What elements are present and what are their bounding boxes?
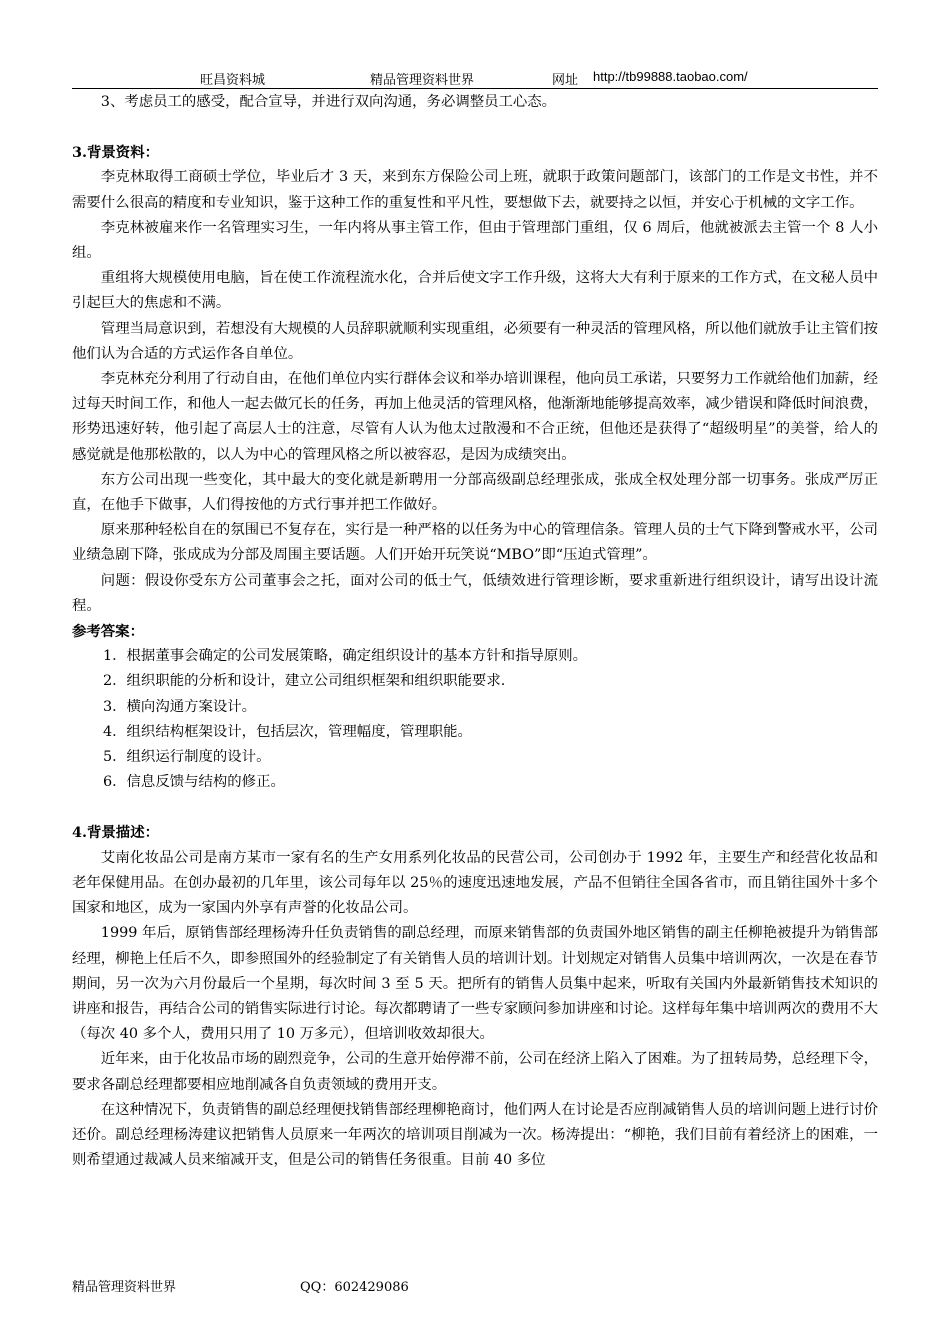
answer-item: 5．组织运行制度的设计。	[103, 749, 271, 766]
section3-paragraph: 东方公司出现一些变化，其中最大的变化就是新聘用一分部高级副总经理张成，张成全权处理分部一切事务。张成严厉正直，在他手下做事，人们得按他的方式行事并把工作做好。	[72, 471, 878, 514]
spacer	[72, 795, 878, 820]
header-url-label: 网址	[552, 73, 579, 88]
section4-paragraph: 1999 年后，原销售部经理杨涛升任负责销售的副总经理，而原来销售部的负责国外地区销售的副主任柳艳被提升为销售部经理，柳艳上任后不久，即参照国外的经验制定了有关销售人员的培训计划。计划规定对销售人员集中培训两次，一次是在春节期间，另一次为六月份最后一个星期，每次时间 3 至 5 天。把所有的销售人员集中起来，听取有关国内外最新销售技术知识的讲座和报告，再结合公司的销售实际进行讨论。每次都聘请了一些专家顾问参加讲座和讨论。这样每年集中培训两次的费用不大（每次 40 多个人，费用只用了 10 万多元），但培训收效却很大。	[72, 925, 878, 1043]
footer-qq: QQ：602429086	[300, 1280, 409, 1295]
section3-heading: 3.背景资料：	[72, 144, 159, 162]
header-url-link[interactable]: http://tb99888.taobao.com/	[593, 69, 748, 84]
section4-paragraph: 艾南化妆品公司是南方某市一家有名的生产女用系列化妆品的民营公司，公司创办于 1992 年，主要生产和经营化妆品和老年保健用品。在创办最初的几年里，该公司每年以 25％的速度迅速地发展，产品不但销往全国各省市，而且销往国外十多个国家和地区，成为一家国内外享有声誉的化妆品公司。	[72, 849, 878, 917]
section3-paragraph: 李克林取得工商硕士学位，毕业后才 3 天，来到东方保险公司上班，就职于政策问题部门，该部门的工作是文书性，并不需要什么很高的精度和专业知识，鉴于这种工作的重复性和平凡性，要想做下去，就要持之以恒，并安心于机械的文字工作。	[72, 169, 878, 211]
answer-item: 3．横向沟通方案设计。	[103, 698, 257, 715]
answer-item: 1．根据董事会确定的公司发展策略，确定组织设计的基本方针和指导原则。	[103, 648, 588, 665]
intro-item: 3、考虑员工的感受，配合宣导，并进行双向沟通，务必调整员工心态。	[100, 94, 557, 110]
answer-item: 4．组织结构框架设计，包括层次，管理幅度，管理职能。	[103, 723, 472, 740]
section3-paragraph: 管理当局意识到，若想没有大规模的人员辞职就顺利实现重组，必须要有一种灵活的管理风格，所以他们就放手让主管们按他们认为合适的方式运作各自单位。	[72, 320, 878, 362]
section4-heading: 4.背景描述：	[72, 824, 159, 842]
section3-paragraph: 重组将大规模使用电脑，旨在使工作流程流水化，合并后使文字工作升级，这将大大有利于原来的工作方式，在文秘人员中引起巨大的焦虑和不满。	[72, 270, 878, 312]
spacer	[72, 115, 878, 140]
section3-question: 问题：假设你受东方公司董事会之托，面对公司的低士气，低绩效进行管理诊断，要求重新进行组织设计，请写出设计流程。	[72, 572, 878, 614]
section4-paragraph: 近年来，由于化妆品市场的剧烈竞争，公司的生意开始停滞不前，公司在经济上陷入了困难。为了扭转局势，总经理下令，要求各副总经理都要相应地削减各自负责领域的费用开支。	[72, 1051, 878, 1093]
page-header	[72, 66, 878, 89]
answer-item: 2．组织职能的分析和设计，建立公司组织框架和组织职能要求.	[103, 673, 506, 690]
answer-heading: 参考答案：	[72, 623, 144, 641]
document-body	[72, 90, 878, 1173]
header-site-name: 旺昌资料城	[200, 73, 266, 88]
section3-paragraph: 李克林充分利用了行动自由，在他们单位内实行群体会议和举办培训课程，他向员工承诺，只要努力工作就给他们加薪，经过每天时间工作，和他人一起去做冗长的任务，再加上他灵活的管理风格，他渐渐地能够提高效率，减少错误和降低时间浪费，形势迅速好转，他引起了高层人士的注意，尽管有人认为他太过散漫和不合正统，但他还是获得了“超级明星”的美誉，给人的感觉就是他那松散的，以人为中心的管理风格之所以被容忍，是因为成绩突出。	[72, 371, 878, 463]
footer-site-name: 精品管理资料世界	[72, 1280, 177, 1295]
answer-item: 6．信息反馈与结构的修正。	[103, 774, 285, 791]
header-world-name: 精品管理资料世界	[370, 73, 475, 88]
section3-paragraph: 李克林被雇来作一名管理实习生，一年内将从事主管工作，但由于管理部门重组，仅 6 周后，他就被派去主管一个 8 人小组。	[72, 219, 878, 262]
section3-paragraph: 原来那种轻松自在的氛围已不复存在，实行是一种严格的以任务为中心的管理信条。管理人员的士气下降到警戒水平，公司业绩急剧下降，张成成为分部及周围主要话题。人们开始开玩笑说“MBO”即“压迫式管理”。	[72, 522, 878, 564]
section4-paragraph: 在这种情况下，负责销售的副总经理便找销售部经理柳艳商讨，他们两人在讨论是否应削减销售人员的培训问题上进行讨价还价。副总经理杨涛建议把销售人员原来一年两次的培训项目削减为一次。杨涛提出：“柳艳，我们目前有着经济上的困难，一则希望通过裁减人员来缩减开支，但是公司的销售任务很重。目前 40 多位	[72, 1101, 878, 1169]
